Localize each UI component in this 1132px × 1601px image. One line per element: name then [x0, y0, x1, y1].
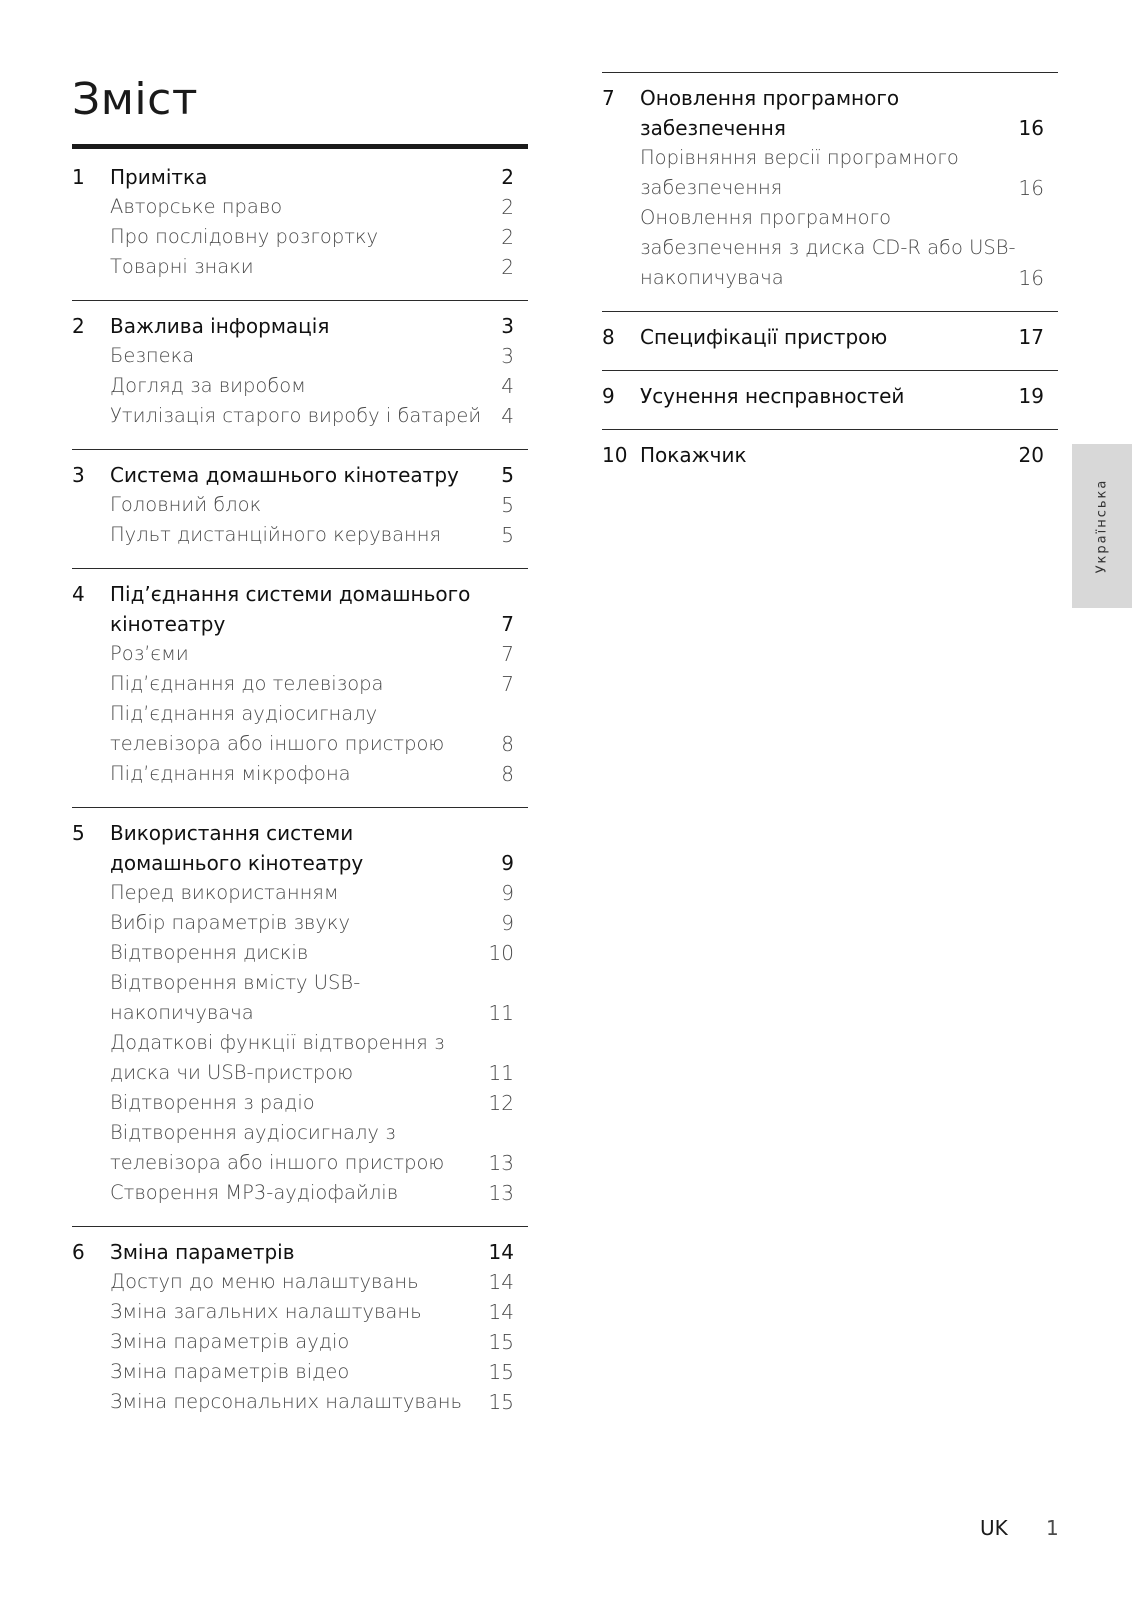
chapter-number: 10 — [602, 443, 628, 467]
toc-subsection-entry[interactable] — [72, 639, 528, 669]
subsection-title: Головний блок — [110, 493, 262, 516]
toc-chapter-entry[interactable] — [72, 1237, 528, 1267]
subsection-page-number: 2 — [501, 255, 514, 279]
toc-chapter-entry[interactable] — [602, 322, 1058, 352]
subsection-title: Зміна загальних налаштувань — [110, 1300, 422, 1323]
subsection-title: Роз’єми — [110, 642, 189, 665]
toc-section — [602, 370, 1058, 429]
subsection-page-number: 15 — [488, 1360, 514, 1384]
subsection-title: Під’єднання мікрофона — [110, 762, 351, 785]
toc-subsection-entry[interactable] — [72, 192, 528, 222]
subsection-title: Догляд за виробом — [110, 374, 306, 397]
toc-section — [72, 152, 528, 300]
toc-subsection-entry[interactable] — [72, 878, 528, 908]
chapter-page-number: 14 — [488, 1240, 514, 1264]
subsection-page-number: 15 — [488, 1330, 514, 1354]
subsection-title: Додаткові функції відтворення з диска чи USB-пристрою — [110, 1031, 445, 1084]
toc-subsection-entry[interactable] — [72, 222, 528, 252]
title-rule — [72, 144, 528, 149]
chapter-number: 2 — [72, 314, 85, 338]
chapter-page-number: 2 — [501, 165, 514, 189]
toc-subsection-entry[interactable] — [72, 1178, 528, 1208]
toc-section — [72, 568, 528, 807]
chapter-page-number: 5 — [501, 463, 514, 487]
subsection-title: Зміна параметрів відео — [110, 1360, 350, 1383]
toc-subsection-entry[interactable] — [72, 490, 528, 520]
subsection-title: Зміна параметрів аудіо — [110, 1330, 350, 1353]
chapter-number: 1 — [72, 165, 85, 189]
chapter-title: Важлива інформація — [110, 314, 330, 338]
toc-chapter-entry[interactable] — [72, 818, 528, 878]
chapter-page-number: 20 — [1018, 443, 1044, 467]
toc-chapter-entry[interactable] — [72, 460, 528, 490]
subsection-page-number: 2 — [501, 195, 514, 219]
subsection-title: Відтворення дисків — [110, 941, 309, 964]
subsection-title: Відтворення з радіо — [110, 1091, 315, 1114]
chapter-title: Під’єднання системи домашнього кінотеатру — [110, 582, 471, 636]
toc-subsection-entry[interactable] — [602, 203, 1058, 293]
language-tab-label: Українська — [1094, 478, 1110, 574]
toc-subsection-entry[interactable] — [72, 1267, 528, 1297]
subsection-page-number: 4 — [501, 374, 514, 398]
toc-subsection-entry[interactable] — [72, 341, 528, 371]
subsection-page-number: 7 — [501, 642, 514, 666]
toc-subsection-entry[interactable] — [72, 1357, 528, 1387]
chapter-number: 6 — [72, 1240, 85, 1264]
subsection-page-number: 12 — [488, 1091, 514, 1115]
toc-section — [602, 72, 1058, 311]
toc-section — [72, 1226, 528, 1435]
chapter-number: 8 — [602, 325, 615, 349]
chapter-page-number: 17 — [1018, 325, 1044, 349]
toc-chapter-entry[interactable] — [602, 83, 1058, 143]
subsection-page-number: 9 — [501, 881, 514, 905]
page-title: Зміст — [72, 74, 198, 125]
subsection-page-number: 5 — [501, 493, 514, 517]
subsection-page-number: 4 — [501, 404, 514, 428]
subsection-title: Відтворення вмісту USB-накопичувача — [110, 971, 361, 1024]
toc-subsection-entry[interactable] — [72, 699, 528, 759]
toc-chapter-entry[interactable] — [72, 579, 528, 639]
subsection-title: Перед використанням — [110, 881, 339, 904]
toc-subsection-entry[interactable] — [72, 968, 528, 1028]
subsection-page-number: 14 — [488, 1300, 514, 1324]
chapter-number: 7 — [602, 86, 615, 110]
subsection-page-number: 15 — [488, 1390, 514, 1414]
chapter-title: Покажчик — [640, 443, 747, 467]
toc-subsection-entry[interactable] — [72, 371, 528, 401]
subsection-page-number: 13 — [488, 1181, 514, 1205]
toc-subsection-entry[interactable] — [72, 252, 528, 282]
toc-subsection-entry[interactable] — [72, 401, 528, 431]
chapter-title: Примітка — [110, 165, 208, 189]
chapter-title: Усунення несправностей — [640, 384, 905, 408]
toc-section — [72, 807, 528, 1226]
subsection-page-number: 8 — [501, 732, 514, 756]
subsection-title: Доступ до меню налаштувань — [110, 1270, 419, 1293]
subsection-page-number: 14 — [488, 1270, 514, 1294]
toc-subsection-entry[interactable] — [602, 143, 1058, 203]
toc-subsection-entry[interactable] — [72, 1297, 528, 1327]
footer-language-code: UK — [980, 1516, 1008, 1540]
subsection-title: Пульт дистанційного керування — [110, 523, 442, 546]
toc-chapter-entry[interactable] — [72, 311, 528, 341]
subsection-title: Під’єднання аудіосигналу телевізора або іншого пристрою — [110, 702, 445, 755]
chapter-page-number: 9 — [501, 851, 514, 875]
chapter-title: Система домашнього кінотеатру — [110, 463, 459, 487]
toc-right-column — [602, 72, 1058, 488]
chapter-page-number: 19 — [1018, 384, 1044, 408]
subsection-page-number: 5 — [501, 523, 514, 547]
toc-subsection-entry[interactable] — [72, 908, 528, 938]
chapter-title: Зміна параметрів — [110, 1240, 295, 1264]
toc-section — [602, 311, 1058, 370]
subsection-title: Товарні знаки — [110, 255, 254, 278]
toc-left-column — [72, 152, 528, 1435]
subsection-title: Під’єднання до телевізора — [110, 672, 384, 695]
subsection-page-number: 11 — [488, 1061, 514, 1085]
subsection-title: Про послідовну розгортку — [110, 225, 379, 248]
subsection-page-number: 7 — [501, 672, 514, 696]
subsection-title: Безпека — [110, 344, 195, 367]
subsection-page-number: 13 — [488, 1151, 514, 1175]
toc-subsection-entry[interactable] — [72, 759, 528, 789]
subsection-title: Утилізація старого виробу і батарей — [110, 404, 482, 427]
toc-subsection-entry[interactable] — [72, 1327, 528, 1357]
chapter-number: 5 — [72, 821, 85, 845]
chapter-page-number: 7 — [501, 612, 514, 636]
subsection-title: Авторське право — [110, 195, 283, 218]
toc-section — [72, 449, 528, 568]
chapter-number: 3 — [72, 463, 85, 487]
toc-section — [602, 429, 1058, 488]
subsection-page-number: 9 — [501, 911, 514, 935]
toc-subsection-entry[interactable] — [72, 520, 528, 550]
chapter-title: Оновлення програмного забезпечення — [640, 86, 900, 140]
toc-section — [72, 300, 528, 449]
chapter-title: Використання системи домашнього кінотеатру — [110, 821, 364, 875]
subsection-page-number: 8 — [501, 762, 514, 786]
subsection-title: Оновлення програмного забезпечення з диска CD-R або USB-накопичувача — [640, 206, 1016, 289]
chapter-number: 9 — [602, 384, 615, 408]
toc-subsection-entry[interactable] — [72, 1028, 528, 1088]
subsection-page-number: 10 — [488, 941, 514, 965]
subsection-page-number: 16 — [1018, 176, 1044, 200]
toc-subsection-entry[interactable] — [72, 669, 528, 699]
chapter-number: 4 — [72, 582, 85, 606]
chapter-page-number: 16 — [1018, 116, 1044, 140]
chapter-page-number: 3 — [501, 314, 514, 338]
chapter-title: Специфікації пристрою — [640, 325, 888, 349]
footer-page-number: 1 — [1046, 1516, 1059, 1540]
subsection-title: Відтворення аудіосигналу з телевізора або іншого пристрою — [110, 1121, 445, 1174]
toc-chapter-entry[interactable] — [602, 440, 1058, 470]
subsection-title: Вибір параметрів звуку — [110, 911, 351, 934]
toc-subsection-entry[interactable] — [72, 1088, 528, 1118]
subsection-title: Створення MP3-аудіофайлів — [110, 1181, 399, 1204]
subsection-page-number: 11 — [488, 1001, 514, 1025]
toc-subsection-entry[interactable] — [72, 938, 528, 968]
toc-chapter-entry[interactable] — [602, 381, 1058, 411]
toc-subsection-entry[interactable] — [72, 1118, 528, 1178]
subsection-title: Порівняння версії програмного забезпечення — [640, 146, 959, 199]
subsection-title: Зміна персональних налаштувань — [110, 1390, 463, 1413]
subsection-page-number: 16 — [1018, 266, 1044, 290]
subsection-page-number: 2 — [501, 225, 514, 249]
toc-chapter-entry[interactable] — [72, 162, 528, 192]
toc-subsection-entry[interactable] — [72, 1387, 528, 1417]
language-side-tab — [1072, 444, 1132, 608]
subsection-page-number: 3 — [501, 344, 514, 368]
